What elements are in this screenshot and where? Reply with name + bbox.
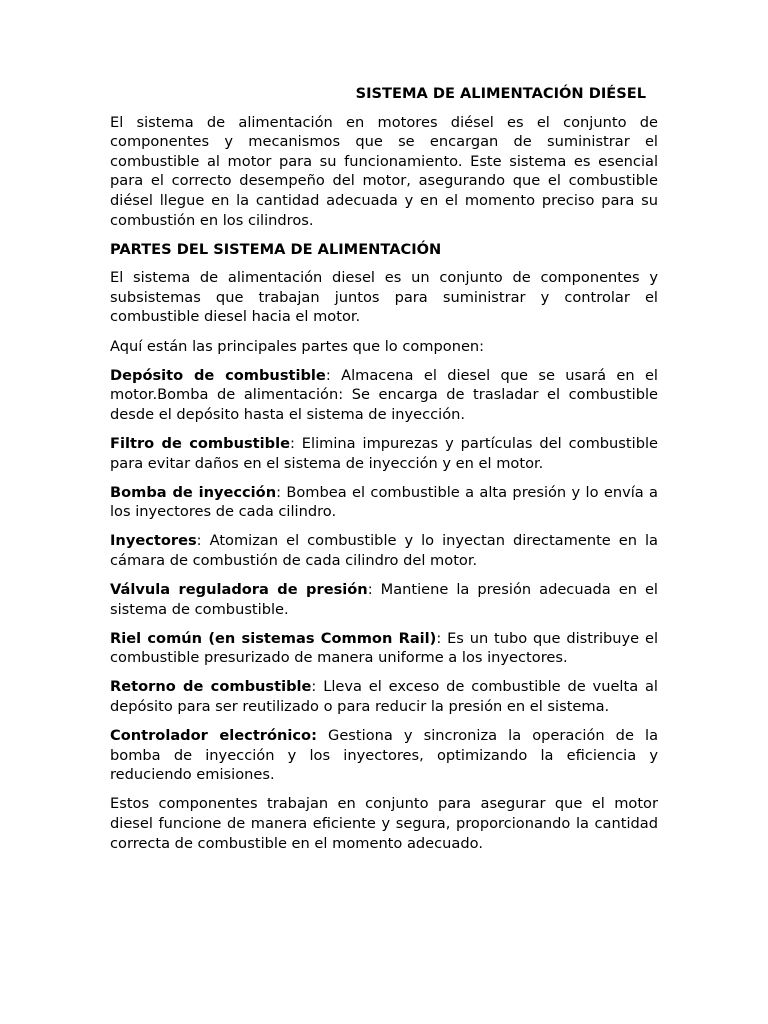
part-description: : Lleva el exceso de combustible de vuelta al depósito para ser reutilizado o para reducir la presión en el sistema.: [110, 678, 658, 715]
section-intro-paragraph: El sistema de alimentación diesel es un conjunto de componentes y subsistemas que trabajan juntos para suministrar y controlar el combustible diesel hacia el motor.: [110, 269, 658, 326]
part-term: Retorno de combustible: [110, 678, 312, 696]
document-body: [110, 84, 658, 863]
part-paragraph-inyectores: [110, 531, 658, 570]
part-description: : Bombea el combustible a alta presión y lo envía a los inyectores de cada cilindro.: [110, 483, 658, 521]
part-term: Filtro de combustible: [110, 434, 290, 452]
part-term: Riel común (en sistemas Common Rail): [110, 629, 437, 647]
part-description: : Mantiene la presión adecuada en el sistema de combustible.: [110, 580, 658, 618]
part-description: : Elimina impurezas y partículas del combustible para evitar daños en el sistema de inyección y en el motor.: [110, 434, 658, 472]
part-term: Inyectores: [110, 532, 197, 550]
part-term: Controlador electrónico:: [110, 727, 317, 745]
conclusion-paragraph: Estos componentes trabajan en conjunto para asegurar que el motor diesel funcione de manera eficiente y segura, proporcionando la cantidad correcta de combustible en el momento adecuado.: [110, 795, 658, 852]
section-heading: PARTES DEL SISTEMA DE ALIMENTACIÓN: [110, 240, 442, 258]
part-paragraph-deposito: [110, 366, 658, 425]
intro-paragraph: El sistema de alimentación en motores diésel es el conjunto de componentes y mecanismos que se encargan de suministrar el combustible al motor para su funcionamiento. Este sistema es esencial para el correcto desempeño del motor, asegurando que el combustible diésel llegue en la cantidad adecuada y en el momento preciso para su combustión en los cilindros.: [110, 113, 658, 229]
part-paragraph-retorno: [110, 677, 658, 716]
part-description: : Almacena el diesel que se usará en el motor.Bomba de alimentación: Se encarga de trasladar el combustible desde el depósito hasta el sistema de inyección.: [110, 366, 658, 423]
part-paragraph-controlador: [110, 726, 658, 785]
part-term: Bomba de inyección: [110, 483, 277, 501]
part-term: Válvula reguladora de presión: [110, 580, 368, 598]
document-title: SISTEMA DE ALIMENTACIÓN DIÉSEL: [355, 85, 646, 102]
list-intro-paragraph: Aquí están las principales partes que lo componen:: [110, 337, 485, 355]
part-paragraph-bomba-inyeccion: [110, 483, 658, 522]
part-paragraph-riel-comun: [110, 629, 658, 668]
part-term: Depósito de combustible: [110, 366, 326, 384]
part-paragraph-valvula: [110, 580, 658, 619]
part-description: : Es un tubo que distribuye el combustible presurizado de manera uniforme a los inyectores.: [110, 629, 658, 667]
part-description: Gestiona y sincroniza la operación de la bomba de inyección y los inyectores, optimizando la eficiencia y reduciendo emisiones.: [110, 727, 659, 784]
part-description: : Atomizan el combustible y lo inyectan directamente en la cámara de combustión de cada cilindro del motor.: [110, 532, 658, 569]
part-paragraph-filtro: [110, 434, 658, 473]
